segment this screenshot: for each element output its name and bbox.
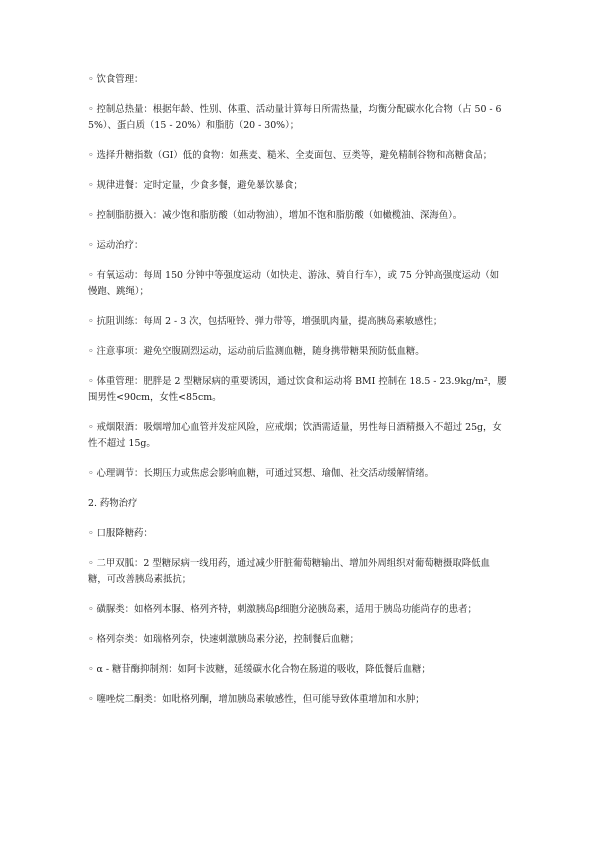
regular-meals-item: ◦ 规律进餐：定时定量，少食多餐，避免暴饮暴食； [88,180,303,191]
smoking-alcohol-item: ◦ 戒烟限酒：吸烟增加心血管并发症风险，应戒烟；饮酒需适量，男性每日酒精摄入不超过 25g，女性不超过 15g。 [88,422,502,449]
document-page [88,72,508,722]
low-gi-food-item: ◦ 选择升糖指数（GI）低的食物：如燕麦、糙米、全麦面包、豆类等，避免精制谷物和高糖食品； [88,150,493,161]
resistance-training-item: ◦ 抗阻训练：每周 2 - 3 次，包括哑铃、弹力带等，增强肌肉量，提高胰岛素敏感性； [88,316,443,327]
glinides-item: ◦ 格列奈类：如瑞格列奈，快速刺激胰岛素分泌，控制餐后血糖； [88,634,360,645]
oral-drugs-heading: ◦ 口服降糖药： [88,528,153,539]
thiazolidinediones-item: ◦ 噻唑烷二酮类：如吡格列酮，增加胰岛素敏感性，但可能导致体重增加和水肿； [88,694,425,705]
metformin-item: ◦ 二甲双胍：2 型糖尿病一线用药，通过减少肝脏葡萄糖输出、增加外周组织对葡萄糖摄取降低血糖，可改善胰岛素抵抗； [88,558,490,585]
precautions-item: ◦ 注意事项：避免空腹剧烈运动，运动前后监测血糖，随身携带糖果预防低血糖。 [88,346,425,357]
weight-management-item: ◦ 体重管理：肥胖是 2 型糖尿病的重要诱因，通过饮食和运动将 BMI 控制在 18.5 - 23.9kg/m²，腰围男性<90cm，女性<85cm。 [88,376,507,403]
exercise-therapy-heading: ◦ 运动治疗： [88,240,144,251]
psychological-adjustment-item: ◦ 心理调节：长期压力或焦虑会影响血糖，可通过冥想、瑜伽、社交活动缓解情绪。 [88,468,435,479]
diet-management-heading: ◦ 饮食管理： [88,74,144,85]
total-calorie-item: ◦ 控制总热量：根据年龄、性别、体重、活动量计算每日所需热量，均衡分配碳水化合物（占 50 - 65%）、蛋白质（15 - 20%）和脂肪（20 - 30%）； [88,104,502,131]
alpha-glucosidase-item: ◦ α - 糖苷酶抑制剂：如阿卡波糖，延缓碳水化合物在肠道的吸收，降低餐后血糖； [88,664,431,675]
aerobic-exercise-item: ◦ 有氧运动：每周 150 分钟中等强度运动（如快走、游泳、骑自行车），或 75 分钟高强度运动（如慢跑、跳绳）； [88,270,500,297]
drug-therapy-heading: 2. 药物治疗 [88,498,138,509]
sulfonylureas-item: ◦ 磺脲类：如格列本脲、格列齐特，刺激胰岛β细胞分泌胰岛素，适用于胰岛功能尚存的患者； [88,604,477,615]
fat-intake-item: ◦ 控制脂肪摄入：减少饱和脂肪酸（如动物油），增加不饱和脂肪酸（如橄榄油、深海鱼）。 [88,210,463,221]
